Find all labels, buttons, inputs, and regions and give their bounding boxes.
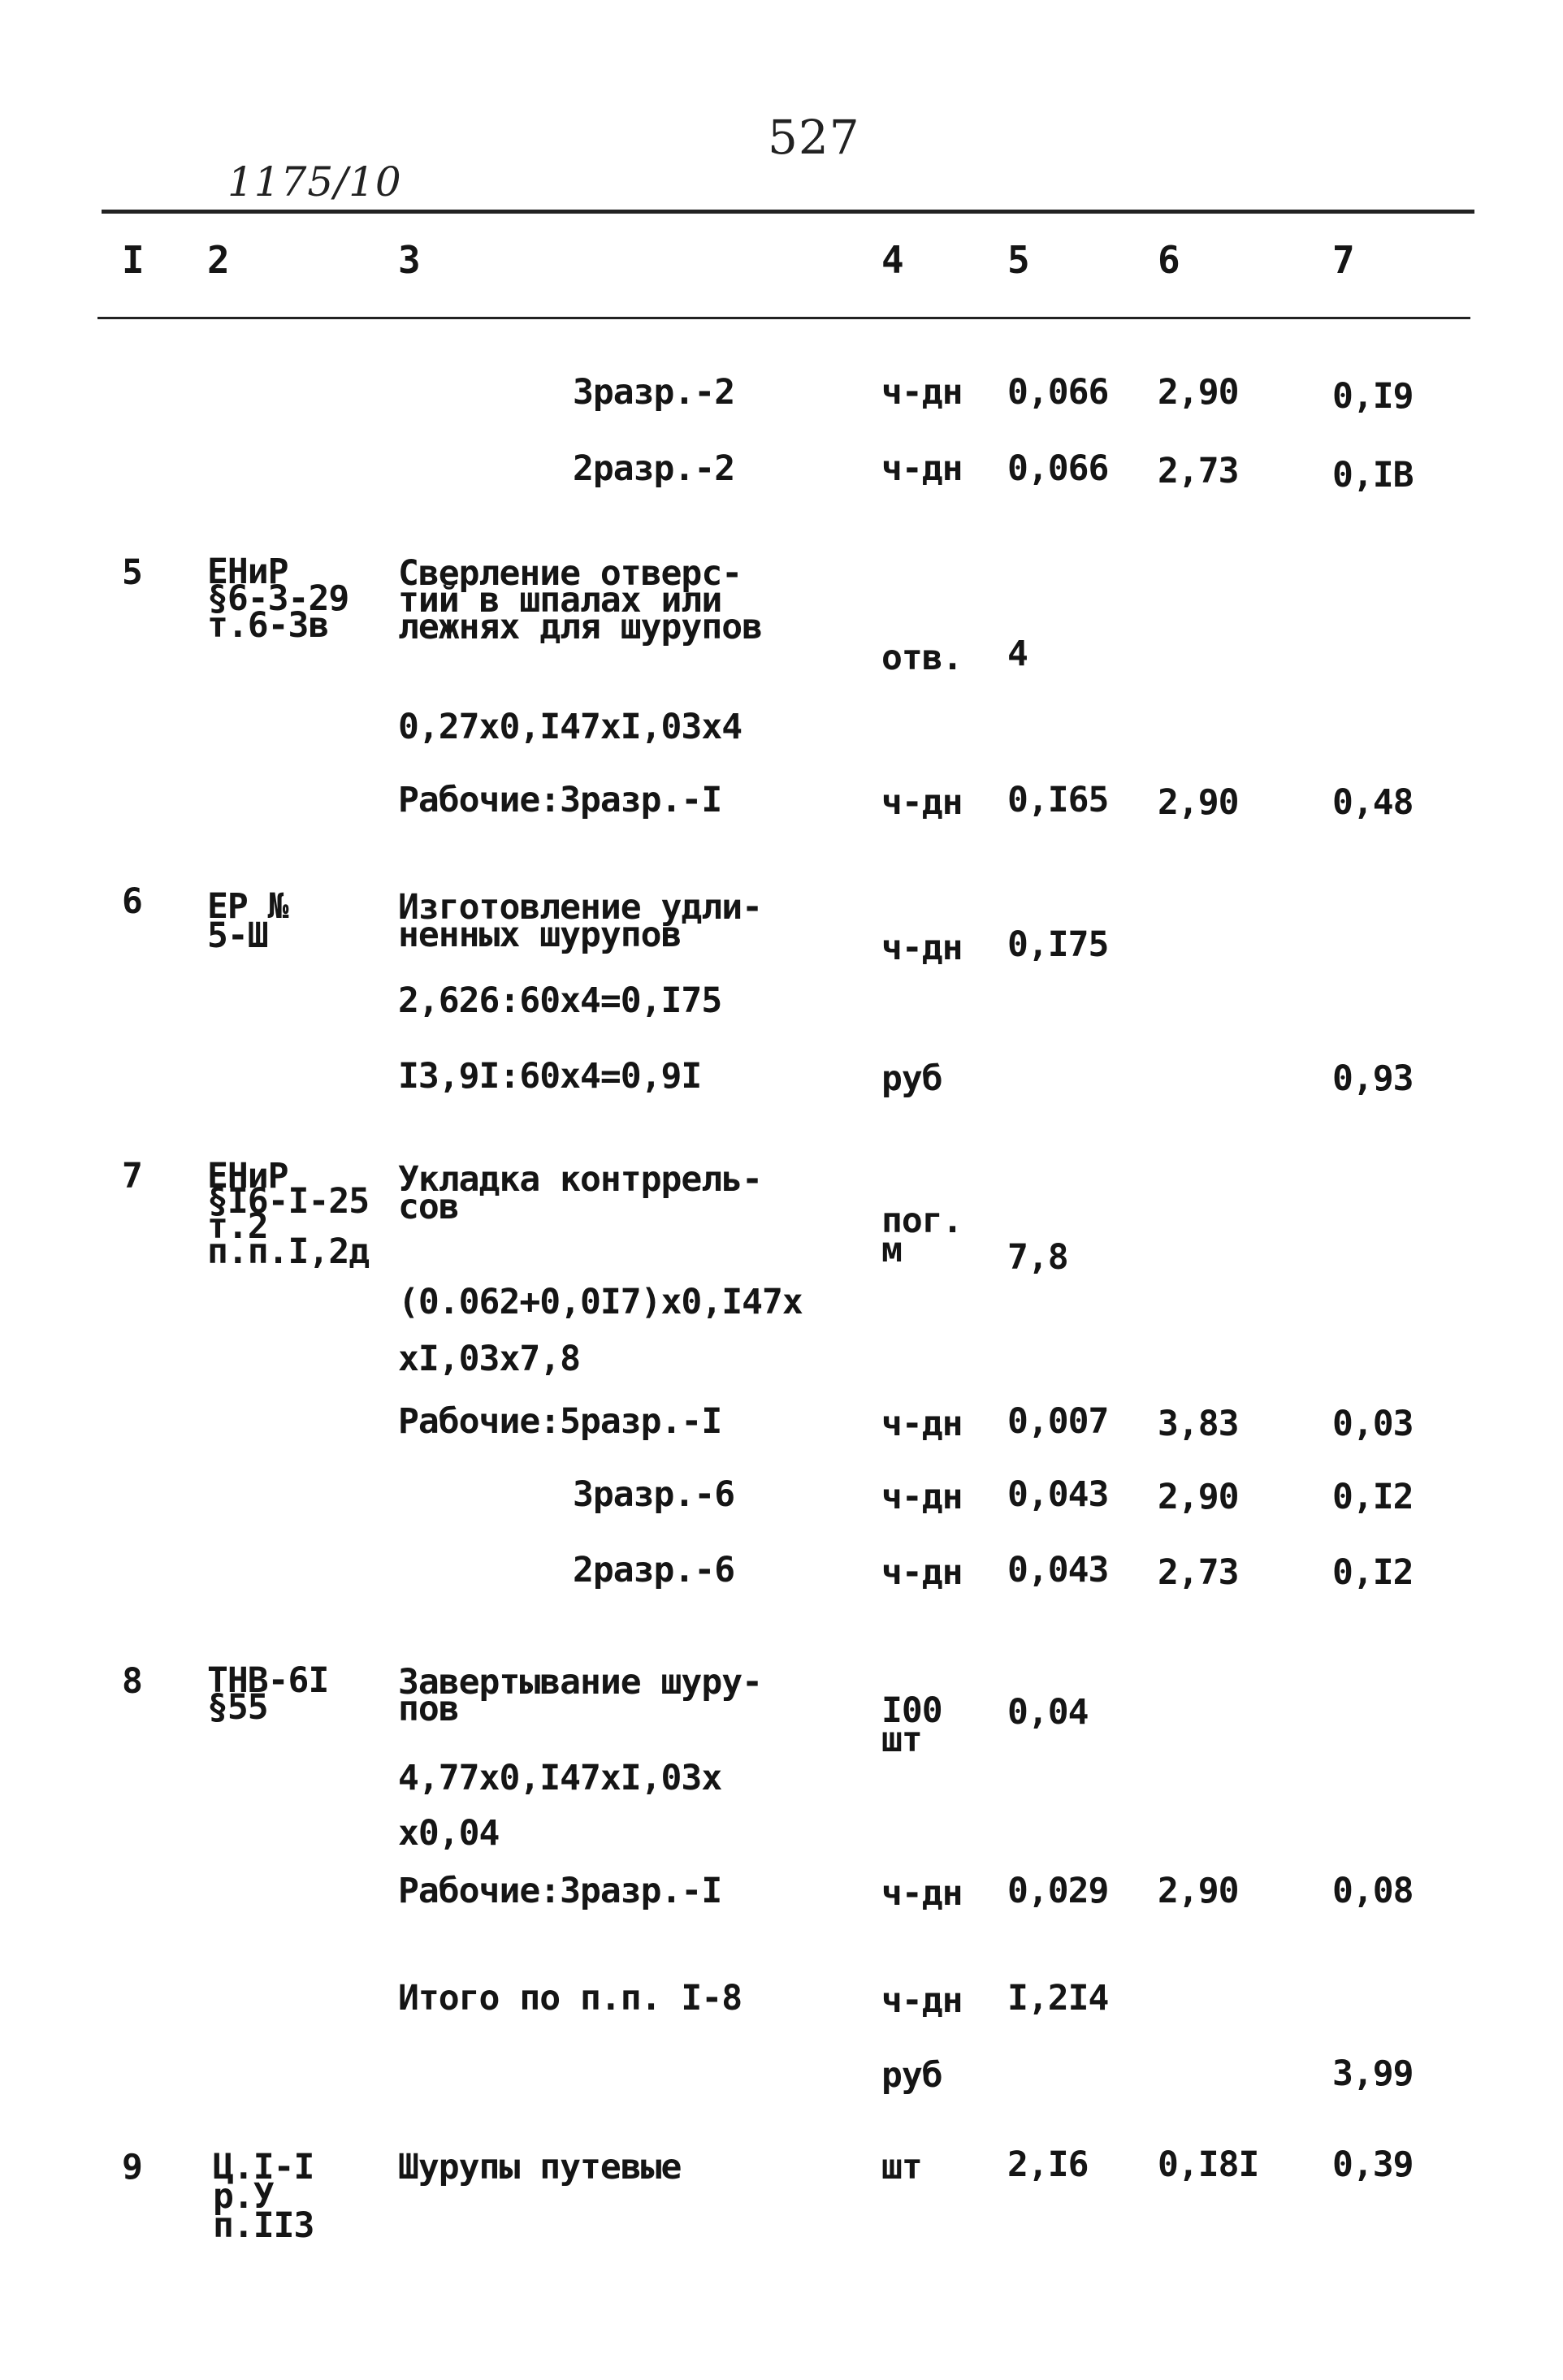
cost: 0,08 [1332,1871,1414,1911]
quantity: 0,066 [1007,372,1109,413]
norm-reference: ЕНиР §6-3-29 т.6-3в [207,552,349,646]
rate: 2,90 [1158,372,1239,413]
quantity: 2,I6 [1007,2144,1089,2185]
quantity: 0,007 [1007,1401,1109,1442]
cost: 0,93 [1332,1058,1414,1099]
document-code: 1175/10 [227,158,402,206]
worker-grade: Рабочие:3разр.-I [398,1871,722,1911]
work-description: Изготовление удли- ненных шурупов [398,887,762,955]
column-header-2: 2 [207,238,229,282]
column-header-3: 3 [398,238,420,282]
quantity: 0,04 [1007,1692,1089,1733]
cost: 0,48 [1332,782,1414,823]
unit: ч-дн [881,1873,963,1914]
cost: 0,I2 [1332,1552,1414,1593]
worker-grade: 2разр.-2 [573,448,735,489]
unit: отв. [881,638,963,678]
worker-grade: Рабочие:5разр.-I [398,1401,722,1442]
cost: 0,IB [1332,455,1414,495]
quantity: 0,I75 [1007,924,1109,965]
quantity: 0,066 [1007,448,1109,489]
norm-reference: Ц.I-I р.У п.II3 [213,2147,314,2246]
worker-grade: Рабочие:3разр.-I [398,780,722,820]
material-description: Шурупы путевые [398,2147,682,2187]
cost: 0,03 [1332,1404,1414,1444]
norm-reference: ТНВ-6I §55 [207,1660,329,1728]
cost: 0,I2 [1332,1477,1414,1517]
cost: 0,I9 [1332,376,1414,417]
work-description: Укладка контррель- сов [398,1159,762,1227]
total-labor: I,2I4 [1007,1978,1109,2019]
unit: ч-дн [881,928,963,968]
row-number: 6 [122,881,142,922]
rate: 2,90 [1158,782,1239,823]
total-label: Итого по п.п. I-8 [398,1978,743,2019]
quantity: 0,I65 [1007,780,1109,820]
calculation: 0,27х0,I47хI,03х4 [398,707,743,747]
unit: руб [881,2055,942,2096]
quantity: 0,043 [1007,1550,1109,1590]
unit: ч-дн [881,1477,963,1517]
quantity: 0,029 [1007,1871,1109,1911]
unit: пог. м [881,1201,963,1270]
norm-reference: ЕНиР §I6-I-25 т.2 п.п.I,2д [207,1156,370,1272]
rate: 2,73 [1158,1552,1239,1593]
unit: руб [881,1058,942,1099]
column-header-5: 5 [1007,238,1029,282]
worker-grade: 3разр.-6 [573,1474,735,1515]
unit: ч-дн [881,1404,963,1444]
rate: 0,I8I [1158,2144,1259,2185]
row-number: 7 [122,1156,142,1196]
row-number: 9 [122,2147,142,2187]
unit: ч-дн [881,1552,963,1593]
quantity: 7,8 [1007,1237,1068,1278]
column-header-6: 6 [1158,238,1180,282]
top-rule [102,210,1474,214]
column-header-7: 7 [1332,238,1354,282]
calculation: (0.062+0,0I7)х0,I47х хI,03х7,8 [398,1282,803,1379]
unit: I00 шт [881,1690,942,1760]
work-description: Завертывание шуру- пов [398,1662,762,1729]
calculation: I3,9I:60х4=0,9I [398,1056,702,1097]
rate: 2,73 [1158,451,1239,491]
column-header-4: 4 [881,238,903,282]
unit: ч-дн [881,448,963,489]
calculation: 2,626:60х4=0,I75 [398,980,722,1021]
worker-grade: 2разр.-6 [573,1550,735,1590]
rate: 3,83 [1158,1404,1239,1444]
calculation: 4,77х0,I47хI,03х х0,04 [398,1758,722,1854]
unit: ч-дн [881,782,963,823]
unit: ч-дн [881,372,963,413]
row-number: 5 [122,552,142,593]
unit: ч-дн [881,1980,963,2021]
quantity: 0,043 [1007,1474,1109,1515]
column-header-1: I [122,238,144,282]
row-number: 8 [122,1661,142,1702]
worker-grade: 3разр.-2 [573,372,735,413]
rate: 2,90 [1158,1871,1239,1911]
cost: 0,39 [1332,2144,1414,2185]
work-description: Сверление отверс- тий в шпалах или лежнях для шурупов [398,553,762,647]
unit: шт [881,2147,922,2187]
quantity: 4 [1007,634,1028,674]
total-cost: 3,99 [1332,2053,1414,2094]
rate: 2,90 [1158,1477,1239,1517]
norm-reference: ЕР № 5-Ш [207,886,288,956]
header-rule [97,317,1470,319]
page-number: 527 [768,110,860,165]
